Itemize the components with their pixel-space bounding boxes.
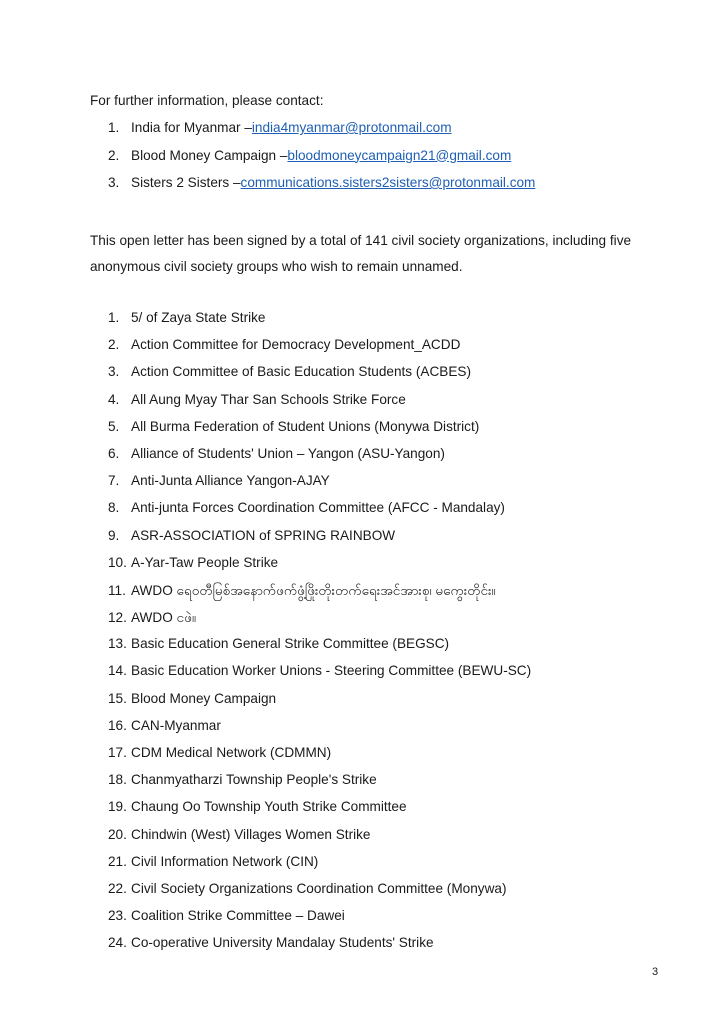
- list-number: 4.: [108, 391, 120, 407]
- list-item: [108, 827, 531, 854]
- list-number: 20.: [108, 826, 127, 842]
- list-item: [108, 555, 531, 582]
- contact-list: [108, 120, 535, 203]
- organization-name: Blood Money Campaign: [131, 690, 277, 706]
- contact-name: India for Myanmar –: [131, 120, 252, 135]
- organization-name: Chanmyatharzi Township People's Strike: [131, 772, 377, 788]
- organization-name: Co-operative University Mandalay Students' Strike: [131, 935, 434, 951]
- organization-name: All Burma Federation of Student Unions (Monywa District): [131, 418, 480, 434]
- list-number: 16.: [108, 717, 127, 733]
- list-number: 2.: [108, 337, 120, 353]
- list-item: [108, 528, 531, 555]
- page-number: 3: [652, 966, 659, 978]
- list-number: 11.: [108, 582, 126, 598]
- list-item: [108, 745, 531, 772]
- contact-name: Blood Money Campaign –: [131, 147, 288, 163]
- list-item: [108, 881, 531, 908]
- organization-name: Basic Education General Strike Committee (BEGSC): [131, 636, 450, 652]
- list-item: [108, 691, 531, 718]
- list-item: [108, 718, 531, 745]
- organization-name: Alliance of Students' Union – Yangon (ASU-Yangon): [131, 445, 445, 461]
- organization-name: CAN-Myanmar: [131, 717, 221, 733]
- list-item: [108, 419, 531, 446]
- list-number: 13.: [108, 636, 127, 652]
- list-number: 1.: [108, 120, 120, 135]
- list-number: 9.: [108, 527, 120, 543]
- organization-name: All Aung Myay Thar San Schools Strike Force: [131, 391, 406, 407]
- list-number: 6.: [108, 445, 120, 461]
- list-number: 5.: [108, 418, 120, 434]
- list-item: [108, 392, 531, 419]
- list-item: [108, 609, 531, 636]
- contact-item: [108, 148, 535, 176]
- list-number: 2.: [108, 147, 120, 163]
- list-item: [108, 935, 531, 962]
- organization-name: CDM Medical Network (CDMMN): [131, 745, 332, 760]
- list-number: 22.: [108, 880, 127, 896]
- list-item: [108, 337, 531, 364]
- list-item: [108, 908, 531, 935]
- organization-name: AWDO ငဖဲ။: [131, 610, 196, 626]
- list-item: [108, 799, 531, 826]
- list-number: 1.: [108, 310, 120, 325]
- organization-name: Chaung Oo Township Youth Strike Committee: [131, 799, 407, 815]
- list-item: [108, 446, 531, 473]
- organization-name: Civil Information Network (CIN): [131, 853, 319, 869]
- organization-name: Civil Society Organizations Coordination Committee (Monywa): [131, 880, 507, 896]
- list-item: [108, 636, 531, 663]
- list-number: 3.: [108, 364, 120, 380]
- organization-name: 5/ of Zaya State Strike: [131, 310, 266, 325]
- organization-name: Basic Education Worker Unions - Steering Committee (BEWU-SC): [131, 663, 532, 679]
- organization-name: AWDO ရေဝတီမြစ်အနောက်ဖက်ဖွံ့ဖြိုးတိုးတက်ရေးအင်အားစု၊ မကွေးတိုင်း။: [131, 582, 496, 598]
- list-item: [108, 582, 531, 609]
- organization-name: Action Committee of Basic Education Students (ACBES): [131, 364, 471, 380]
- organization-name: Anti-Junta Alliance Yangon-AJAY: [131, 473, 330, 489]
- contact-item: [108, 175, 535, 203]
- list-item: [108, 310, 531, 337]
- list-item: [108, 854, 531, 881]
- list-number: 21.: [108, 853, 127, 869]
- list-number: 19.: [108, 799, 127, 815]
- organization-name: A-Yar-Taw People Strike: [131, 554, 279, 570]
- list-item: [108, 500, 531, 527]
- list-number: 8.: [108, 500, 120, 516]
- list-item: [108, 663, 531, 690]
- list-number: 7.: [108, 473, 120, 489]
- list-number: 17.: [108, 745, 127, 760]
- organization-name: Anti-junta Forces Coordination Committee (AFCC - Mandalay): [131, 500, 505, 516]
- list-number: 14.: [108, 663, 127, 679]
- organization-name: Chindwin (West) Villages Women Strike: [131, 826, 371, 842]
- email-link[interactable]: communications.sisters2sisters@protonmail.com: [240, 175, 536, 190]
- list-number: 15.: [108, 690, 127, 706]
- email-link[interactable]: bloodmoneycampaign21@gmail.com: [287, 147, 512, 163]
- intro-paragraph: This open letter has been signed by a total of 141 civil society organizations, including five anonymous civil society groups who wish to remain unnamed.: [90, 233, 632, 274]
- contact-item: [108, 120, 535, 148]
- list-number: 3.: [108, 175, 120, 190]
- list-item: [108, 473, 531, 500]
- list-number: 18.: [108, 772, 127, 788]
- list-number: 10.: [108, 554, 127, 570]
- contact-heading: For further information, please contact:: [90, 93, 324, 108]
- list-item: [108, 364, 531, 391]
- email-link[interactable]: india4myanmar@protonmail.com: [251, 120, 452, 135]
- organization-name: ASR-ASSOCIATION of SPRING RAINBOW: [131, 527, 396, 543]
- list-item: [108, 772, 531, 799]
- organization-name: Coalition Strike Committee – Dawei: [131, 908, 345, 924]
- contact-name: Sisters 2 Sisters –: [131, 175, 241, 190]
- list-number: 23.: [108, 908, 127, 924]
- list-number: 12.: [108, 610, 127, 626]
- organization-name: Action Committee for Democracy Development_ACDD: [131, 337, 461, 353]
- organization-list: [108, 310, 531, 963]
- list-number: 24.: [108, 935, 127, 951]
